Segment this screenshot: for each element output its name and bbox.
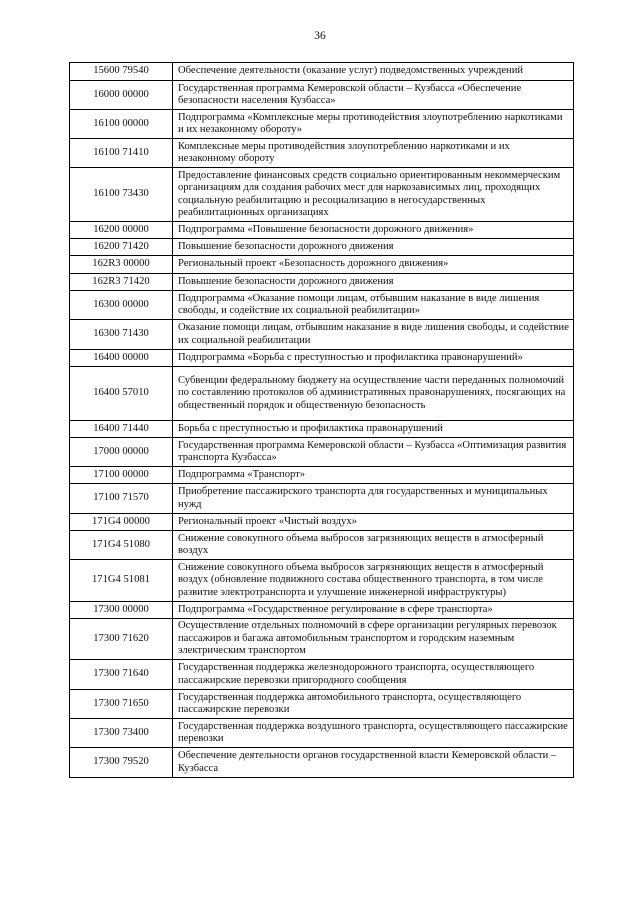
- target-article-code: 171G4 00000: [70, 514, 173, 531]
- table-row: [70, 719, 574, 748]
- target-article-name: Подпрограмма «Транспорт»: [173, 467, 574, 484]
- target-article-code: 162R3 00000: [70, 256, 173, 274]
- target-article-name: Предоставление финансовых средств социально ориентированным некоммерческим организациям для создания рабочих мест для наркозависимых лиц, проходящих социальную реабилитацию и ресоциализацию в негосударственных реабилитационных организациях: [173, 168, 574, 222]
- target-article-code: 16400 57010: [70, 367, 173, 421]
- table-row: [70, 421, 574, 438]
- target-article-name: Подпрограмма «Государственное регулирование в сфере транспорта»: [173, 602, 574, 619]
- target-article-code: 16400 00000: [70, 350, 173, 367]
- table-row: [70, 748, 574, 778]
- table-body: [70, 63, 574, 778]
- target-article-name: Снижение совокупного объема выбросов загрязняющих веществ в атмосферный воздух: [173, 531, 574, 560]
- table-row: [70, 274, 574, 291]
- table-row: [70, 619, 574, 660]
- table-row: [70, 291, 574, 320]
- target-article-name: Комплексные меры противодействия злоупотреблению наркотиками и их незаконному обороту: [173, 139, 574, 168]
- target-article-name: Подпрограмма «Повышение безопасности дорожного движения»: [173, 222, 574, 239]
- target-article-name: Государственная поддержка железнодорожного транспорта, осуществляющего пассажирские перевозки пригородного сообщения: [173, 660, 574, 690]
- target-article-code: 15600 79540: [70, 63, 173, 81]
- target-article-code: 17100 00000: [70, 467, 173, 484]
- target-article-code: 16200 71420: [70, 239, 173, 256]
- table-row: [70, 256, 574, 274]
- table-row: [70, 484, 574, 514]
- table-row: [70, 660, 574, 690]
- table-row: [70, 438, 574, 467]
- target-article-code: 162R3 71420: [70, 274, 173, 291]
- target-article-name: Государственная поддержка автомобильного транспорта, осуществляющего пассажирские перевозки: [173, 690, 574, 719]
- table-row: [70, 139, 574, 168]
- page-number: 36: [314, 30, 326, 42]
- table-row: [70, 320, 574, 350]
- target-article-code: 171G4 51080: [70, 531, 173, 560]
- table-row: [70, 168, 574, 222]
- target-article-name: Снижение совокупного объема выбросов загрязняющих веществ в атмосферный воздух (обновление подвижного состава общественного транспорта, в том числе развитие электротранспорта и улучшение инженерной инфраструктуры): [173, 560, 574, 602]
- table-row: [70, 350, 574, 367]
- table-row: [70, 222, 574, 239]
- table-row: [70, 239, 574, 256]
- target-article-code: 17300 71640: [70, 660, 173, 690]
- target-article-code: 16300 71430: [70, 320, 173, 350]
- table-row: [70, 602, 574, 619]
- target-article-code: 16100 71410: [70, 139, 173, 168]
- target-article-name: Региональный проект «Безопасность дорожного движения»: [173, 256, 574, 274]
- table-row: [70, 467, 574, 484]
- target-article-code: 16100 00000: [70, 110, 173, 139]
- target-article-name: Государственная программа Кемеровской области – Кузбасса «Обеспечение безопасности населения Кузбасса»: [173, 81, 574, 110]
- target-article-name: Обеспечение деятельности (оказание услуг) подведомственных учреждений: [173, 63, 574, 81]
- target-article-code: 16000 00000: [70, 81, 173, 110]
- target-article-code: 171G4 51081: [70, 560, 173, 602]
- target-article-name: Приобретение пассажирского транспорта для государственных и муниципальных нужд: [173, 484, 574, 514]
- table-row: [70, 690, 574, 719]
- table-row: [70, 81, 574, 110]
- target-article-name: Обеспечение деятельности органов государственной власти Кемеровской области – Кузбасса: [173, 748, 574, 778]
- target-article-name: Оказание помощи лицам, отбывшим наказание в виде лишения свободы, и содействие их социальной реабилитации: [173, 320, 574, 350]
- target-article-code: 17300 73400: [70, 719, 173, 748]
- target-article-name: Государственная поддержка воздушного транспорта, осуществляющего пассажирские перевозки: [173, 719, 574, 748]
- table-row: [70, 531, 574, 560]
- target-article-code: 17300 71650: [70, 690, 173, 719]
- target-article-name: Государственная программа Кемеровской области – Кузбасса «Оптимизация развития транспорта Кузбасса»: [173, 438, 574, 467]
- target-article-name: Повышение безопасности дорожного движения: [173, 239, 574, 256]
- budget-classification-table: [69, 62, 574, 778]
- target-article-code: 17300 00000: [70, 602, 173, 619]
- target-article-name: Повышение безопасности дорожного движения: [173, 274, 574, 291]
- target-article-code: 17300 79520: [70, 748, 173, 778]
- table-row: [70, 110, 574, 139]
- target-article-name: Субвенции федеральному бюджету на осуществление части переданных полномочий по составлению протоколов об административных правонарушениях, посягающих на общественный порядок и общественную безопасность: [173, 367, 574, 421]
- target-article-code: 17000 00000: [70, 438, 173, 467]
- target-article-code: 16400 71440: [70, 421, 173, 438]
- target-article-name: Борьба с преступностью и профилактика правонарушений: [173, 421, 574, 438]
- target-article-name: Осуществление отдельных полномочий в сфере организации регулярных перевозок пассажиров и багажа автомобильным транспортом и городским наземным электрическим транспортом: [173, 619, 574, 660]
- table-row: [70, 560, 574, 602]
- table-row: [70, 367, 574, 421]
- target-article-code: 17300 71620: [70, 619, 173, 660]
- table-row: [70, 514, 574, 531]
- target-article-code: 16100 73430: [70, 168, 173, 222]
- target-article-name: Подпрограмма «Комплексные меры противодействия злоупотреблению наркотиками и их незаконному обороту»: [173, 110, 574, 139]
- table-row: [70, 63, 574, 81]
- target-article-code: 17100 71570: [70, 484, 173, 514]
- target-article-name: Региональный проект «Чистый воздух»: [173, 514, 574, 531]
- target-article-name: Подпрограмма «Борьба с преступностью и профилактика правонарушений»: [173, 350, 574, 367]
- target-article-code: 16300 00000: [70, 291, 173, 320]
- target-article-code: 16200 00000: [70, 222, 173, 239]
- target-article-name: Подпрограмма «Оказание помощи лицам, отбывшим наказание в виде лишения свободы, и содействие их социальной реабилитации»: [173, 291, 574, 320]
